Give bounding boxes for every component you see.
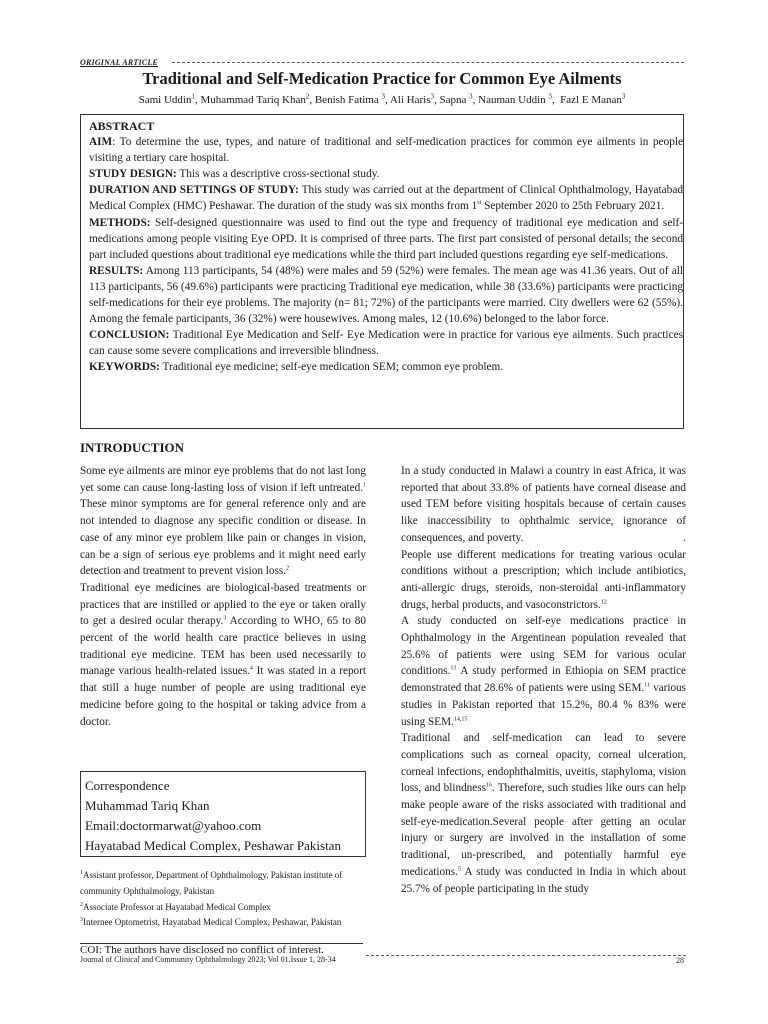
introduction-heading: INTRODUCTION xyxy=(80,440,185,455)
conflict-of-interest: COI: The authors have disclosed no conflict of interest. xyxy=(80,944,324,956)
author-name: Nauman Uddin xyxy=(478,94,546,106)
abstract-results: RESULTS: Among 113 participants, 54 (48%) were males and 59 (52%) were females. The mean age was 41.36 years. Out of all 113 participants, 56 (49.6%) participants were practicing Traditional eye medication, while 38 (33.6%) participants were practicing self-medications for their eye problems. The majority (n= 81; 72%) of the participants were married. City dwellers were 62 (55%). Among the female participants, 36 (32%) were housewives. Among males, 12 (10.6%) belonged to the labor force. xyxy=(89,264,683,326)
abstract-design: STUDY DESIGN: This was a descriptive cross-sectional study. xyxy=(89,168,380,181)
author-name: Benish Fatima xyxy=(314,94,379,106)
abstract-box xyxy=(80,114,684,429)
correspondence-box xyxy=(80,771,366,857)
intro-paragraph: People use different medications for treating various ocular conditions without a prescription; which include antibiotics, anti-allergic drugs, steroids, non-steroidal anti-inflammatory drugs, herbal products, and vasoconstrictors.$^{12}$ xyxy=(401,548,686,611)
correspondence-institution: Hayatabad Medical Complex, Peshawar Pakistan xyxy=(85,838,341,853)
intro-paragraph: A study conducted on self-eye medications practice in Ophthalmology in the Argentinean population revealed that 25.6% of patients were using SEM for various ocular conditions.$^{13}$ A study performed in Ethiopia on SEM practice demonstrated that 28.6% of patients were using SEM.$^{11}$ various studies in Pakistan reported that 15.2%, 80.4 % 83% were using SEM.$^{14,15}$ xyxy=(401,615,687,728)
correspondence-email[interactable]: Email:doctormarwat@yahoo.com xyxy=(85,818,262,833)
intro-paragraph: Traditional and self-medication can lead to severe complications such as corneal opacity, corneal ulceration, corneal infections, endophthalmitis, uveitis, staphyloma, vision loss, and blindness$^{16}$. Therefore, such studies like ours can help make people aware of the risks associated with traditional and self-eye-medication.Several people after getting an ocular injury or surgery are involved in the installation of some traditional, un-prescribed, and potentially harmful eye medications.$^5$ A study was conducted in India in which about 25.7% of people participating in the study xyxy=(401,732,686,895)
author-name: Sami Uddin xyxy=(138,94,192,106)
author-name: Ali Haris xyxy=(389,94,431,106)
author-list: Sami Uddin$^1$, Muhammad Tariq Khan$^2$, Benish Fatima $^3$, Ali Haris$^3$, Sapna $^3$, Nauman Uddin $^3$, Fazl E Manan$^3$ xyxy=(138,92,626,106)
page-number: 28 xyxy=(676,956,684,965)
paper-title: Traditional and Self-Medication Practice for Common Eye Ailments xyxy=(142,69,622,88)
intro-paragraph: Some eye ailments are minor eye problems that do not last long yet some can cause long-lasting loss of vision if left untreated.$^1$ These minor symptoms are for general reference only and are not intended to diagnose any specific condition or disease. In case of any minor eye problem like pain or changes in vision, can be a sign of serious eye problems and it might need early detection and treatment to prevent vision loss.$^2$ xyxy=(80,465,366,578)
article-type-label: ORIGINAL ARTICLE xyxy=(80,58,158,67)
correspondence-name: Muhammad Tariq Khan xyxy=(85,798,210,813)
header-divider xyxy=(172,62,684,63)
intro-paragraph: In a study conducted in Malawi a country in east Africa, it was reported that about 33.8% of patients have corneal disease and used TEM before visiting hospitals because of certain causes like inaccessibility to ophthalmic service, ignorance of consequences, and poverty. . xyxy=(401,465,686,544)
left-column xyxy=(80,463,366,730)
abstract-keywords: KEYWORDS: Traditional eye medicine; self-eye medication SEM; common eye problem. xyxy=(89,361,504,374)
intro-paragraph: Traditional eye medicines are biological-based treatments or practices that are instilled or applied to the eye or taken orally to get a desired ocular therapy.$^3$ According to WHO, 65 to 80 percent of the world health care practice believes in using traditional eye medicine. TEM has been used necessarily to manage various health-related issues.$^4$ It was stated in a report that still a huge number of people are using traditional eye medicine before going to the hospital or taking advice from a doctor. xyxy=(80,581,366,728)
abstract-aim: AIM: To determine the use, types, and nature of traditional and self-medication practices for common eye ailments in people visiting a tertiary care hospital. xyxy=(89,136,683,165)
footer-divider xyxy=(366,955,686,956)
abstract-heading: ABSTRACT xyxy=(89,119,155,133)
affiliation-item: $^1$Assistant professor, Department of Ophthalmology, Pakistan institute of community Ophthalmology, Pakistan xyxy=(80,870,343,896)
abstract-methods: METHODS: Self-designed questionnaire was used to find out the type and frequency of traditional eye medication and self-medications among people visiting Eye OPD. It is comprised of three parts. The first part consisted of personal details; the second part included questions about traditional eye medications while the third part included questions regarding eye self-medications. xyxy=(89,216,683,261)
right-column xyxy=(401,463,686,897)
abstract-conclusion: CONCLUSION: Traditional Eye Medication and Self- Eye Medication were in practice for various eye ailments. Such practices can cause some severe complications and irreversible blindness. xyxy=(89,329,683,358)
abstract-duration: DURATION AND SETTINGS OF STUDY: This study was carried out at the department of Clinical Ophthalmology, Hayatabad Medical Complex (HMC) Peshawar. The duration of the study was six months from 1st September 2020 to 25th February 2021. xyxy=(89,184,683,213)
author-name: Fazl E Manan xyxy=(560,94,622,106)
footer-journal: Journal of Clinical and Community Ophthalmology 2023; Vol 01.Issue 1, 28-34 xyxy=(80,955,336,964)
affiliations xyxy=(80,868,370,931)
author-name: Muhammad Tariq Khan xyxy=(200,94,306,106)
affiliation-item: $^3$Internee Optometrist, Hayatabad Medical Complex, Peshawar, Pakistan xyxy=(80,917,342,928)
affiliation-item: $^2$Associate Professor at Hayatabad Medical Complex xyxy=(80,901,271,912)
author-name: Sapna xyxy=(439,94,467,106)
correspondence-heading: Correspondence xyxy=(85,778,170,793)
